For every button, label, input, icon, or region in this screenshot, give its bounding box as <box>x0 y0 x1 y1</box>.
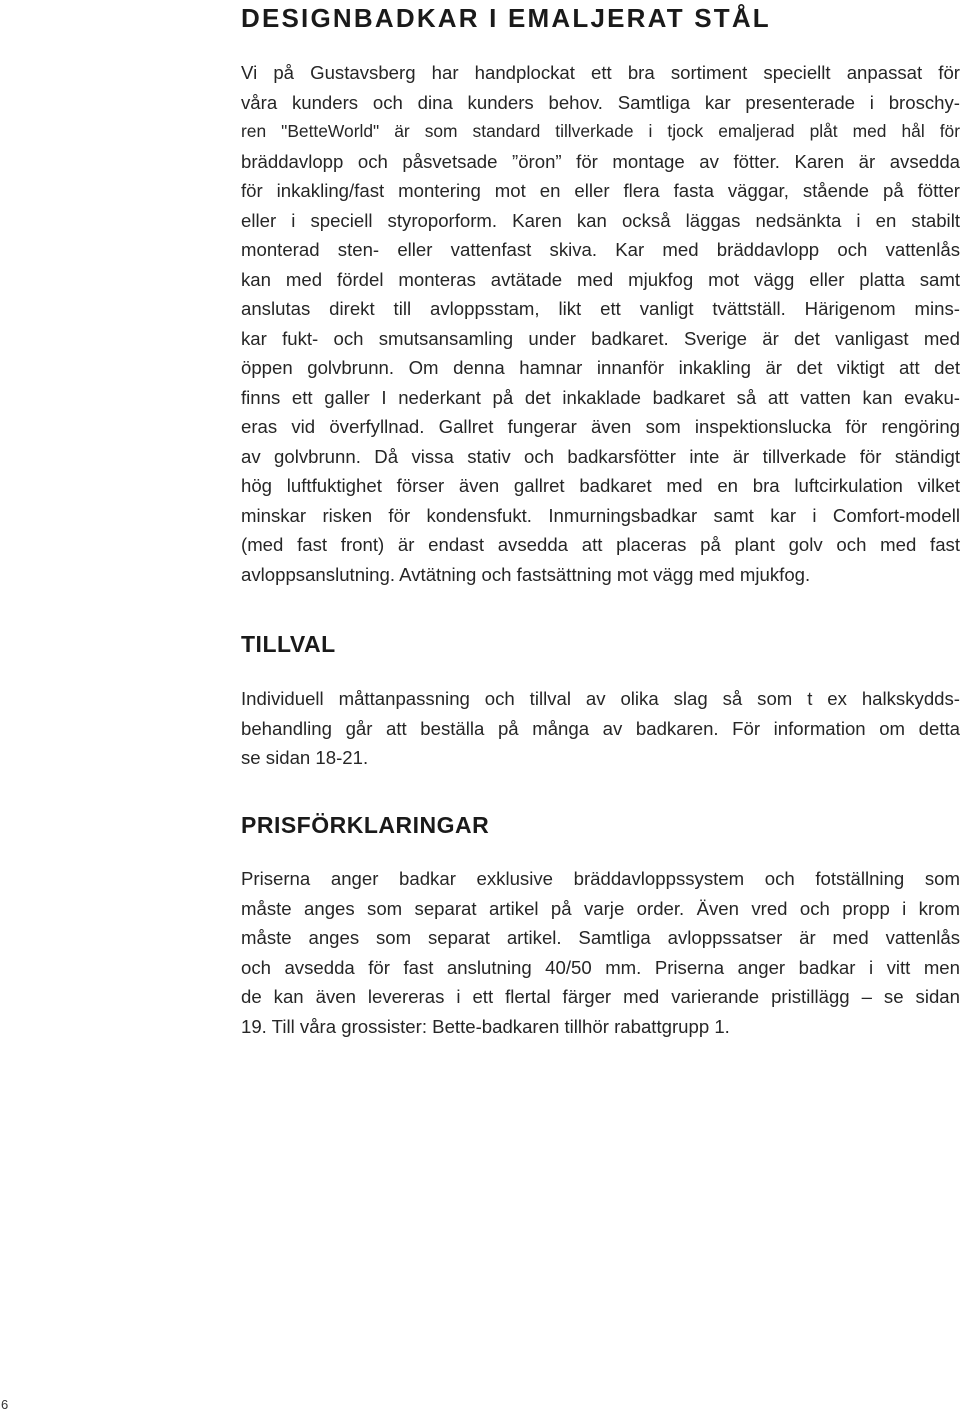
paragraph-line: monterad sten- eller vattenfast skiva. Kar med bräddavlopp och vattenlås <box>241 239 960 260</box>
page-number: 6 <box>1 1397 9 1412</box>
paragraph-line: måste anges som separat artikel på varje order. Även vred och propp i krom <box>241 897 960 919</box>
paragraph-line: våra kunders och dina kunders behov. Samtliga kar presenterade i broschy- <box>241 91 960 113</box>
prisforklaringar-paragraph <box>241 864 960 1041</box>
paragraph-line: kar fukt- och smutsansamling under badkaret. Sverige är det vanligast med <box>241 327 960 349</box>
paragraph-line: öppen golvbrunn. Om denna hamnar innanför inkakling är det viktigt att det <box>241 357 960 378</box>
paragraph-line: och avsedda för fast anslutning 40/50 mm. Priserna anger badkar i vitt men <box>241 956 960 978</box>
paragraph-line: Individuell måttanpassning och tillval av olika slag så som t ex halkskydds- <box>241 688 960 709</box>
paragraph-line: minskar risken för kondensfukt. Inmurningsbadkar samt kar i Comfort-modell <box>241 504 960 526</box>
paragraph-line: eller i speciell styroporform. Karen kan också läggas nedsänkta i en stabilt <box>241 209 960 231</box>
paragraph-line: ren "BetteWorld" är som standard tillverkade i tjock emaljerad plåt med hål för <box>241 121 960 141</box>
paragraph-line: för inkakling/fast montering mot en eller flera fasta väggar, stående på fötter <box>241 180 960 201</box>
paragraph-line: behandling går att beställa på många av badkaren. För information om detta <box>241 717 960 739</box>
paragraph-line: bräddavlopp och påsvetsade ”öron” för montage av fötter. Karen är avsedda <box>241 150 960 172</box>
paragraph-line: av golvbrunn. Då vissa stativ och badkarsfötter inte är tillverkade för ständigt <box>241 445 960 467</box>
paragraph-line: måste anges som separat artikel. Samtliga avloppssatser är med vattenlås <box>241 927 960 948</box>
section-title-designbadkar: DESIGNBADKAR I EMALJERAT STÅL <box>241 3 771 33</box>
paragraph-line: finns ett galler I nederkant på det inkaklade badkaret så att vatten kan evaku- <box>241 386 960 408</box>
paragraph-line: 19. Till våra grossister: Bette-badkaren tillhör rabattgrupp 1. <box>241 1015 730 1037</box>
paragraph-line: kan med fördel monteras avtätade med mjukfog mot vägg eller platta samt <box>241 268 960 290</box>
paragraph-line: anslutas direkt till avloppsstam, likt ett vanligt tvättställ. Härigenom mins- <box>241 298 960 319</box>
tillval-paragraph <box>241 684 960 773</box>
paragraph-line: avloppsanslutning. Avtätning och fastsättning mot vägg med mjukfog. <box>241 563 811 585</box>
section-title-tillval: TILLVAL <box>241 631 336 657</box>
paragraph-line: eras vid överfyllnad. Gallret fungerar även som inspektionslucka för rengöring <box>241 416 960 437</box>
section-title-prisforklaringar: PRISFÖRKLARINGAR <box>241 812 490 838</box>
paragraph-line: se sidan 18-21. <box>241 747 369 768</box>
paragraph-line: (med fast front) är endast avsedda att placeras på plant golv och med fast <box>241 534 960 555</box>
paragraph-line: Priserna anger badkar exklusive bräddavloppssystem och fotställning som <box>241 868 960 889</box>
paragraph-line: de kan även levereras i ett flertal färger med varierande pristillägg – se sidan <box>241 986 960 1007</box>
paragraph-line: Vi på Gustavsberg har handplockat ett bra sortiment speciellt anpassat för <box>241 62 960 83</box>
paragraph-line: hög luftfuktighet förser även gallret badkaret med en bra luftcirkulation vilket <box>241 475 960 496</box>
intro-paragraph <box>241 58 960 589</box>
